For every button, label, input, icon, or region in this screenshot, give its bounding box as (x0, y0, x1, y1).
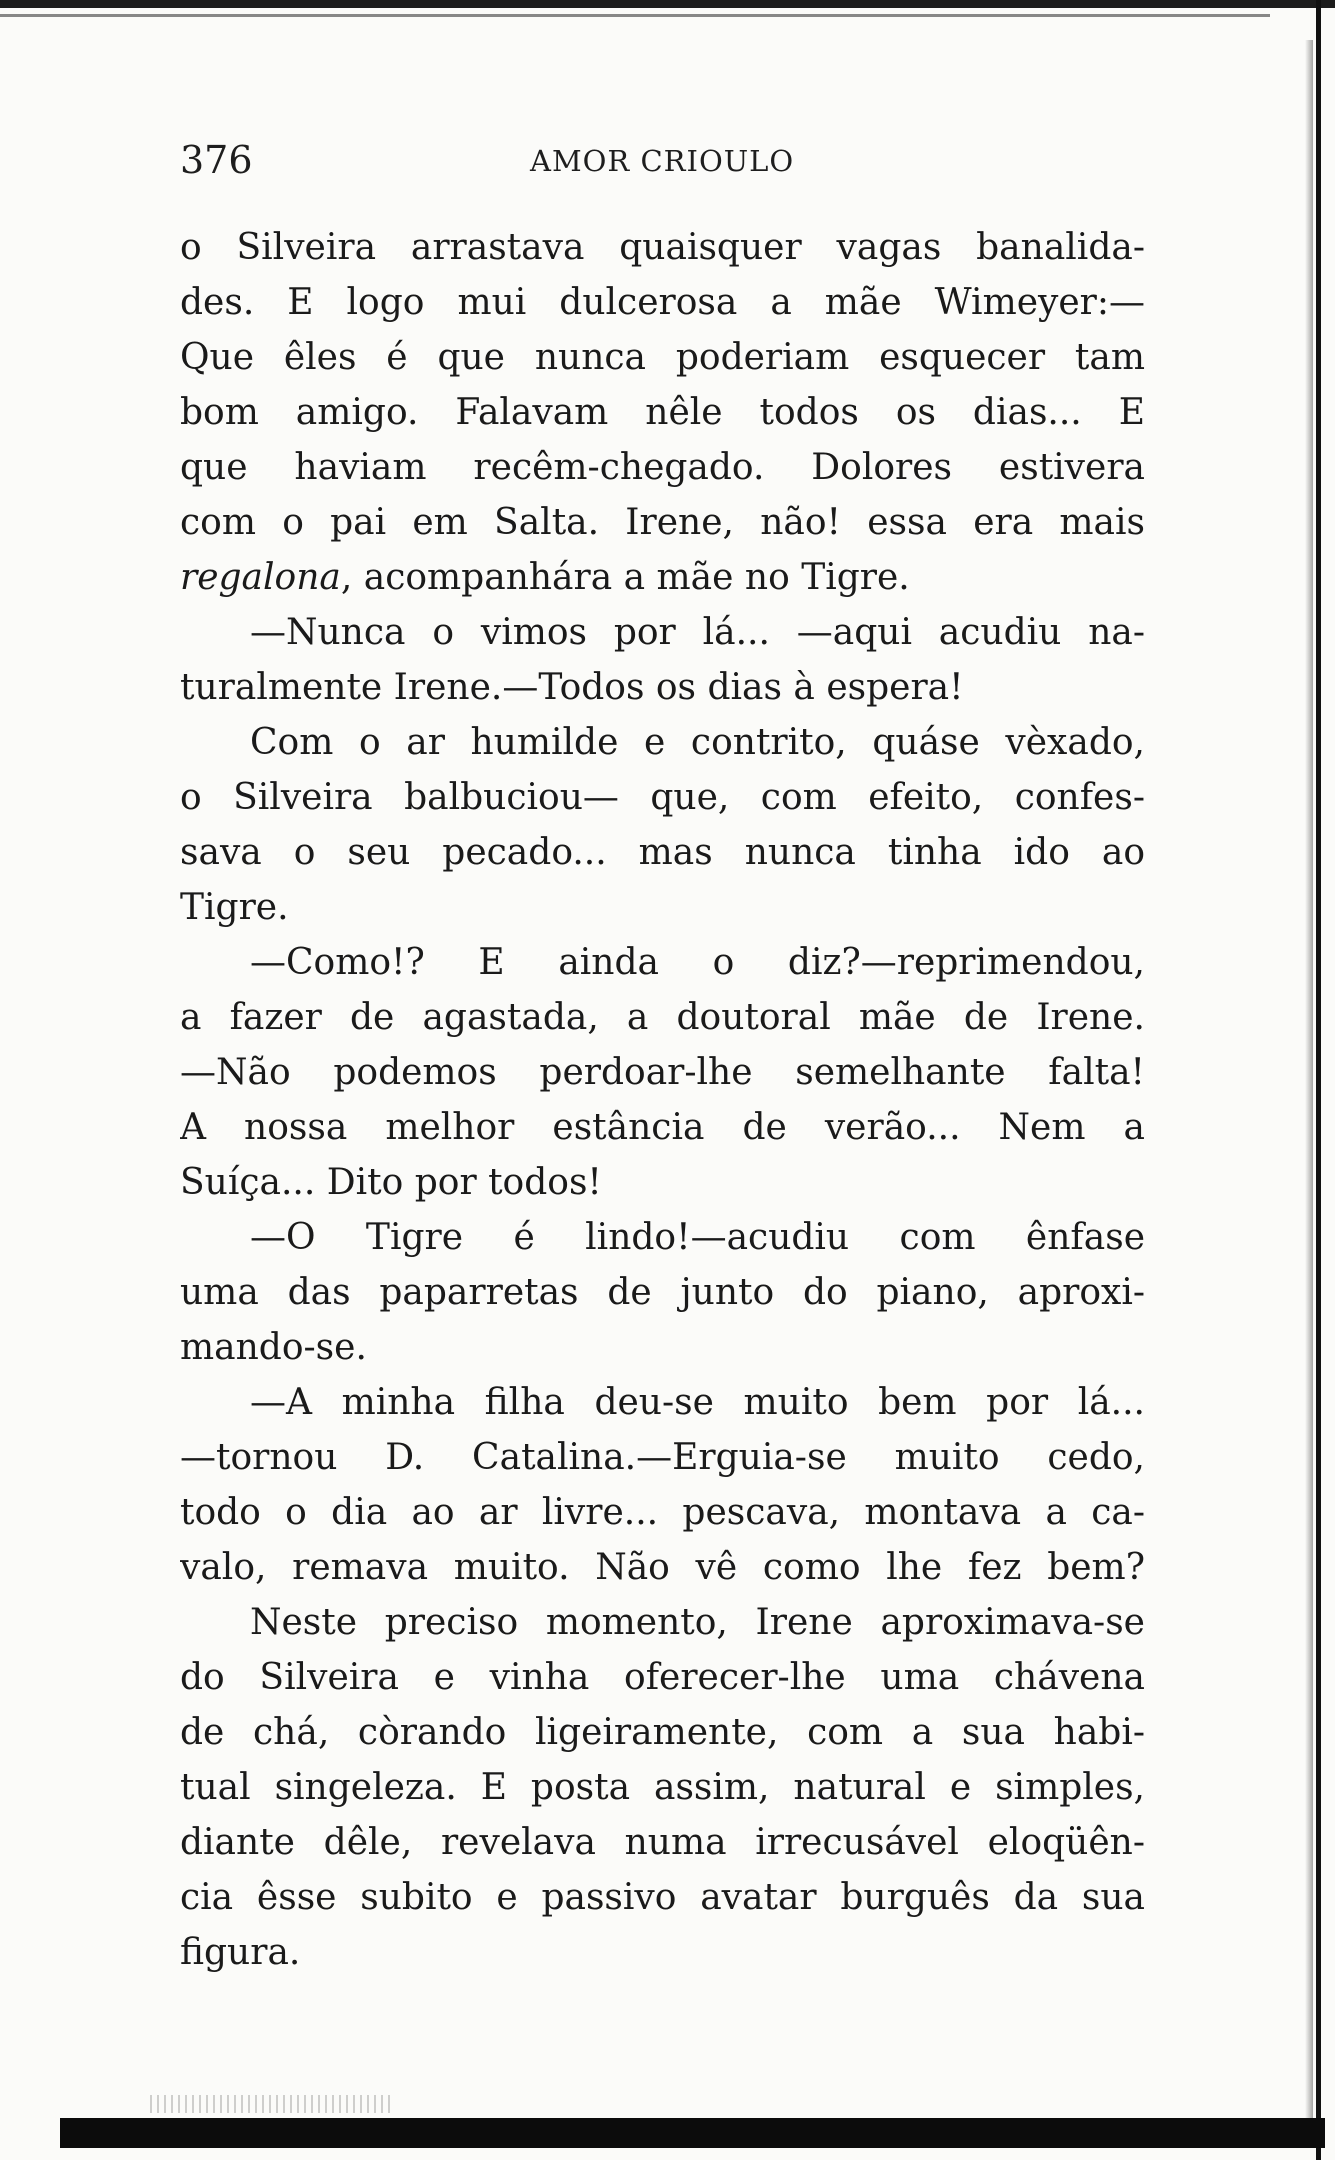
text-line: de chá, còrando ligeiramente, com a sua habi- (180, 1712, 1145, 1753)
scan-top-rule (0, 0, 1335, 8)
italic-word: regalona (180, 557, 341, 598)
text-line: uma das paparretas de junto do piano, aproxi- (180, 1272, 1145, 1313)
text-line: —tornou D. Catalina.—Erguia-se muito cedo, (180, 1437, 1145, 1478)
text-line: figura. (180, 1932, 301, 1973)
text-line: bom amigo. Falavam nêle todos os dias... E (180, 392, 1145, 433)
text-line: com o pai em Salta. Irene, não! essa era mais (180, 502, 1145, 543)
text-line: —Nunca o vimos por lá... —aqui acudiu na- (250, 612, 1145, 653)
scan-bottom-speckle (150, 2095, 390, 2113)
text-line: —Não podemos perdoar-lhe semelhante falta! (180, 1052, 1145, 1093)
text-line: valo, remava muito. Não vê como lhe fez bem? (180, 1547, 1145, 1588)
text-line: cia êsse subito e passivo avatar burguês da sua (180, 1877, 1145, 1918)
text-line: que haviam recêm-chegado. Dolores estivera (180, 447, 1145, 488)
text-line (180, 550, 1145, 605)
scan-right-edge (1316, 0, 1321, 2160)
text-line: turalmente Irene.—Todos os dias à espera! (180, 667, 964, 708)
text-line: do Silveira e vinha oferecer-lhe uma chávena (180, 1657, 1145, 1698)
text-line: Com o ar humilde e contrito, quáse vèxado, (250, 722, 1145, 763)
text-line: des. E logo mui dulcerosa a mãe Wimeyer:— (180, 282, 1145, 323)
scan-bottom-rule (60, 2118, 1325, 2148)
text-line: diante dêle, revelava numa irrecusável eloqüên- (180, 1822, 1145, 1863)
body-text (180, 220, 1145, 1980)
page-header (180, 135, 1160, 185)
text-line: tual singeleza. E posta assim, natural e simples, (180, 1767, 1145, 1808)
text-line: —A minha filha deu-se muito bem por lá... (250, 1382, 1145, 1423)
text-line: mando-se. (180, 1327, 367, 1368)
text-line: —O Tigre é lindo!—acudiu com ênfase (250, 1217, 1145, 1258)
text-fragment: , acompanhára a mãe no Tigre. (340, 557, 910, 598)
page-number: 376 (180, 138, 253, 182)
running-title: AMOR CRIOULO (530, 144, 795, 178)
text-line: a fazer de agastada, a doutoral mãe de Irene. (180, 997, 1145, 1038)
text-line: Que êles é que nunca poderiam esquecer tam (180, 337, 1145, 378)
text-line: —Como!? E ainda o diz?—reprimendou, (250, 942, 1145, 983)
text-line: sava o seu pecado... mas nunca tinha ido ao (180, 832, 1145, 873)
text-line: A nossa melhor estância de verão... Nem a (180, 1107, 1145, 1148)
scan-gutter-shadow (1305, 40, 1313, 2120)
text-line: Neste preciso momento, Irene aproximava-se (250, 1602, 1145, 1643)
text-line: o Silveira arrastava quaisquer vagas banalida- (180, 227, 1145, 268)
scan-top-rule-thin (0, 14, 1270, 17)
text-line: Tigre. (180, 887, 289, 928)
text-line: todo o dia ao ar livre... pescava, montava a ca- (180, 1492, 1145, 1533)
text-line: o Silveira balbuciou— que, com efeito, confes- (180, 777, 1145, 818)
text-line: Suíça... Dito por todos! (180, 1162, 602, 1203)
